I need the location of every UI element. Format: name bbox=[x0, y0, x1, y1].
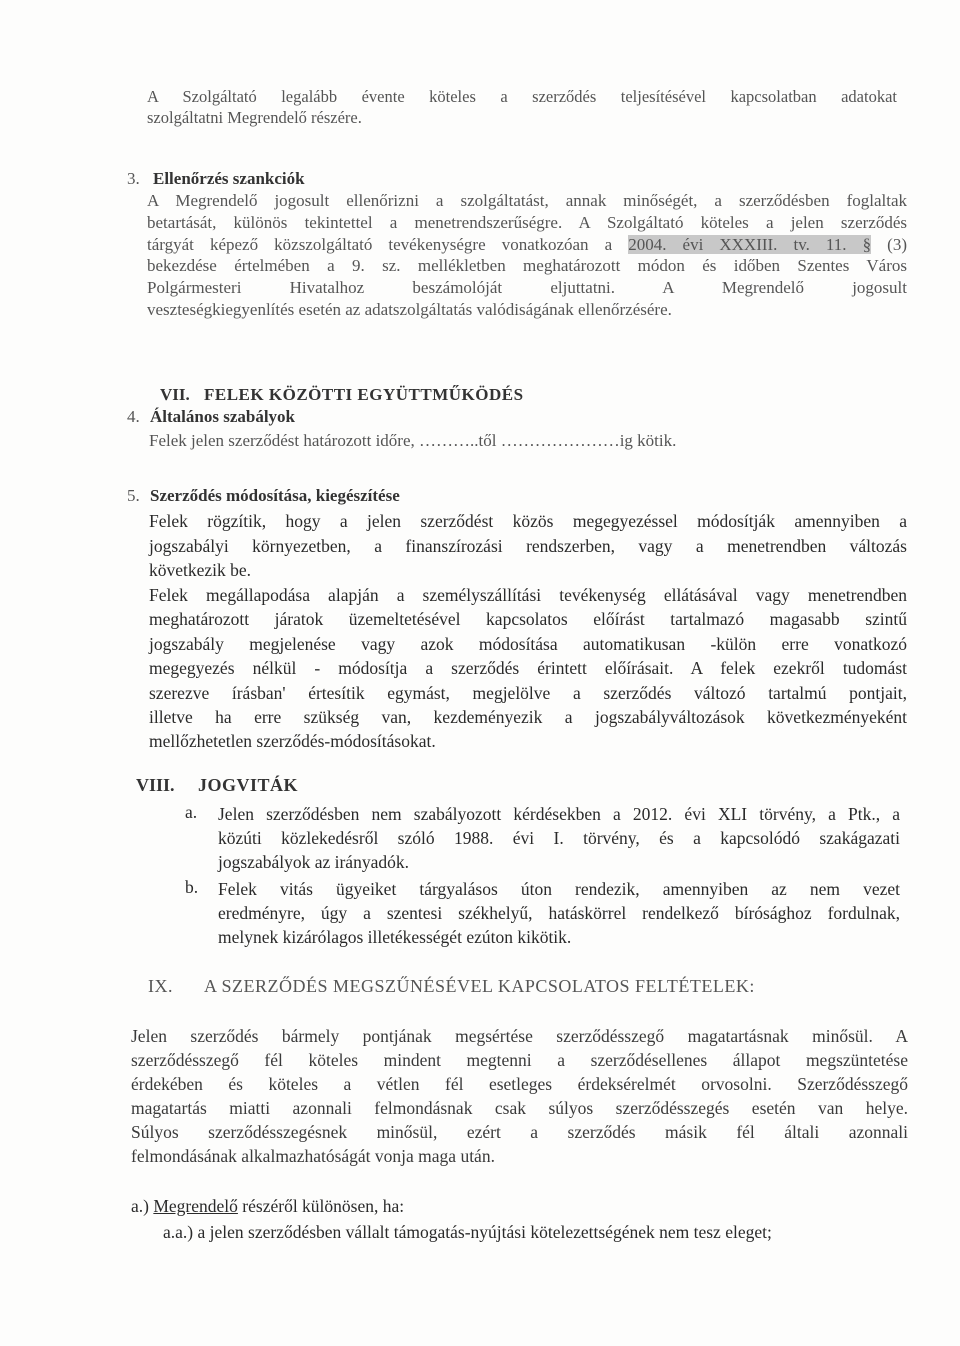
item-5-p2-line-1: Felek megállapodása alapján a személyszállítási tevékenység ellátásával vagy menetrendben bbox=[149, 585, 907, 605]
section-9-line-5: Súlyos szerződésszegésnek minősül, ezért a szerződés másik fél általi azonnali bbox=[131, 1122, 908, 1143]
section-9-sub-a bbox=[131, 1196, 404, 1217]
section-7-numeral: VII. bbox=[160, 385, 190, 404]
section-8-numeral: VIII. bbox=[136, 775, 175, 795]
item-5-p2-line-2: meghatározott járatok üzemeltetésével kapcsolatos előírást tartalmazó magasabb szintű bbox=[149, 609, 907, 630]
section-8-b-line-3: melynek kizárólagos illetékességét ezúton kikötik. bbox=[218, 927, 572, 947]
item-5-p2-line-6: illetve ha erre szükség van, kezdeményezik a jogszabályváltozások következményeként bbox=[149, 707, 907, 728]
section-8-b-line-2: eredményre, úgy a szentesi székhelyű, hatáskörrel rendelkező bírósághoz fordulnak, bbox=[218, 903, 900, 923]
section-9-sub-a-rest: részéről különösen, ha: bbox=[237, 1196, 405, 1216]
item-3-line-3-post: (3) bbox=[871, 234, 907, 254]
section-9-line-3: érdekében és köteles a vétlen fél esetleges érdeksérelmét orvosolni. Szerződésszegő bbox=[131, 1074, 908, 1095]
item-5-p2-line-4: megegyezés nélkül - módosítja a szerződés érintett előírásait. A felek ezekről tudomást bbox=[149, 658, 907, 679]
section-9-sub-aa: a.a.) a jelen szerződésben vállalt támogatás-nyújtási kötelezettségének nem tesz eleget; bbox=[163, 1222, 772, 1242]
item-3-line-1: A Megrendelő jogosult ellenőrizni a szolgáltatást, annak minőségét, a szerződésben foglaltak bbox=[147, 191, 907, 210]
section-9-line-4: magatartás miatti azonnali felmondásnak csak súlyos szerződésszegés esetén van helye. bbox=[131, 1098, 908, 1119]
item-3-line-4: bekezdése értelmében a 9. sz. mellékletben meghatározott módon és időben Szentes Város bbox=[147, 256, 907, 276]
section-7-title: FELEK KÖZÖTTI EGYÜTTMŰKÖDÉS bbox=[204, 385, 524, 404]
section-9-line-6: felmondásának alkalmazhatóságát vonja maga után. bbox=[131, 1146, 495, 1167]
item-3-line-3 bbox=[147, 234, 907, 256]
item-5-title: Szerződés módosítása, kiegészítése bbox=[150, 486, 400, 505]
item-3-line-2: betartását, különös tekintettel a menetrendszerűségre. A Szolgáltató köteles a jelen szerződés bbox=[147, 212, 907, 232]
section-8-a-line-2: közúti közlekedésről szóló 1988. évi I. törvény, és a kapcsolódó szakágazati bbox=[218, 828, 900, 848]
section-9-numeral: IX. bbox=[148, 976, 173, 996]
item-4-number: 4. bbox=[127, 407, 140, 426]
item-5-paragraph-2 bbox=[149, 583, 907, 754]
section-8-item-b-letter: b. bbox=[185, 877, 199, 897]
section-8-item-b bbox=[218, 877, 900, 949]
item-3-number: 3. bbox=[127, 169, 140, 188]
section-9-line-2: szerződésszegő fél köteles mindent megtenni a szerződésellenes állapot megszüntetése bbox=[131, 1050, 908, 1071]
item-3-paragraph bbox=[147, 190, 907, 321]
intro-line-2: szolgáltatni Megrendelő részére. bbox=[147, 108, 362, 127]
section-8-item-a bbox=[218, 802, 900, 874]
item-5-p2-line-3: jogszabály megjelenése vagy azok módosítása automatikusan -külön erre vonatkozó bbox=[149, 633, 907, 654]
section-8-title: JOGVITÁK bbox=[198, 775, 299, 795]
item-5-p1-line-3: következik be. bbox=[149, 560, 252, 580]
item-5-p1-line-2: jogszabályi környezetben, a finanszírozási rendszerben, vagy a menetrendben változás bbox=[149, 535, 907, 556]
item-4-title: Általános szabályok bbox=[150, 407, 295, 426]
section-9-sub-a-prefix: a.) bbox=[131, 1196, 149, 1216]
section-8-item-a-letter: a. bbox=[185, 802, 198, 822]
intro-line-1: A Szolgáltató legalább évente köteles a szerződés teljesítésével kapcsolatban adatokat bbox=[147, 87, 897, 106]
section-9-title: A SZERZŐDÉS MEGSZŰNÉSÉVEL KAPCSOLATOS FELTÉTELEK: bbox=[204, 976, 755, 996]
item-5-p1-line-1: Felek rögzítik, hogy a jelen szerződést közös megegyezéssel módosítják amennyiben a bbox=[149, 511, 907, 531]
section-9-paragraph bbox=[131, 1024, 908, 1169]
intro-paragraph bbox=[147, 86, 897, 128]
item-5-p2-line-5: szerezve írásban' értesítik egymást, megjelölve a szerződés változó tartalmú pontjait, bbox=[149, 682, 907, 703]
law-reference-highlight: 2004. évi XXXIII. tv. 11. § bbox=[628, 234, 872, 254]
section-9-sub-a-party: Megrendelő bbox=[153, 1196, 238, 1216]
item-5-p2-line-7: mellőzhetetlen szerződés-módosításokat. bbox=[149, 731, 436, 752]
section-8-a-line-1: Jelen szerződésben nem szabályozott kérdésekben a 2012. évi XLI törvény, a Ptk., a bbox=[218, 804, 900, 824]
item-3-title: Ellenőrzés szankciók bbox=[153, 169, 305, 188]
item-3-line-3-pre: tárgyát képező közszolgáltató tevékenységre vonatkozóan a bbox=[147, 234, 629, 254]
section-8-a-line-3: jogszabályok az irányadók. bbox=[218, 852, 409, 872]
item-4-line: Felek jelen szerződést határozott időre, ………..től …………………ig kötik. bbox=[149, 431, 677, 450]
section-8-b-line-1: Felek vitás ügyeiket tárgyalásos úton rendezik, amennyiben az nem vezet bbox=[218, 879, 900, 899]
item-5-paragraph-1 bbox=[149, 509, 907, 583]
item-3-line-5: Polgármesteri Hivatalhoz beszámolóját eljuttatni. A Megrendelő jogosult bbox=[147, 278, 907, 298]
item-5-number: 5. bbox=[127, 486, 140, 505]
section-9-line-1: Jelen szerződés bármely pontjának megsértése szerződésszegő magatartásnak minősül. A bbox=[131, 1026, 908, 1046]
item-3-line-6: veszteségkiegyenlítés esetén az adatszolgáltatás valódiságának ellenőrzésére. bbox=[147, 299, 672, 319]
